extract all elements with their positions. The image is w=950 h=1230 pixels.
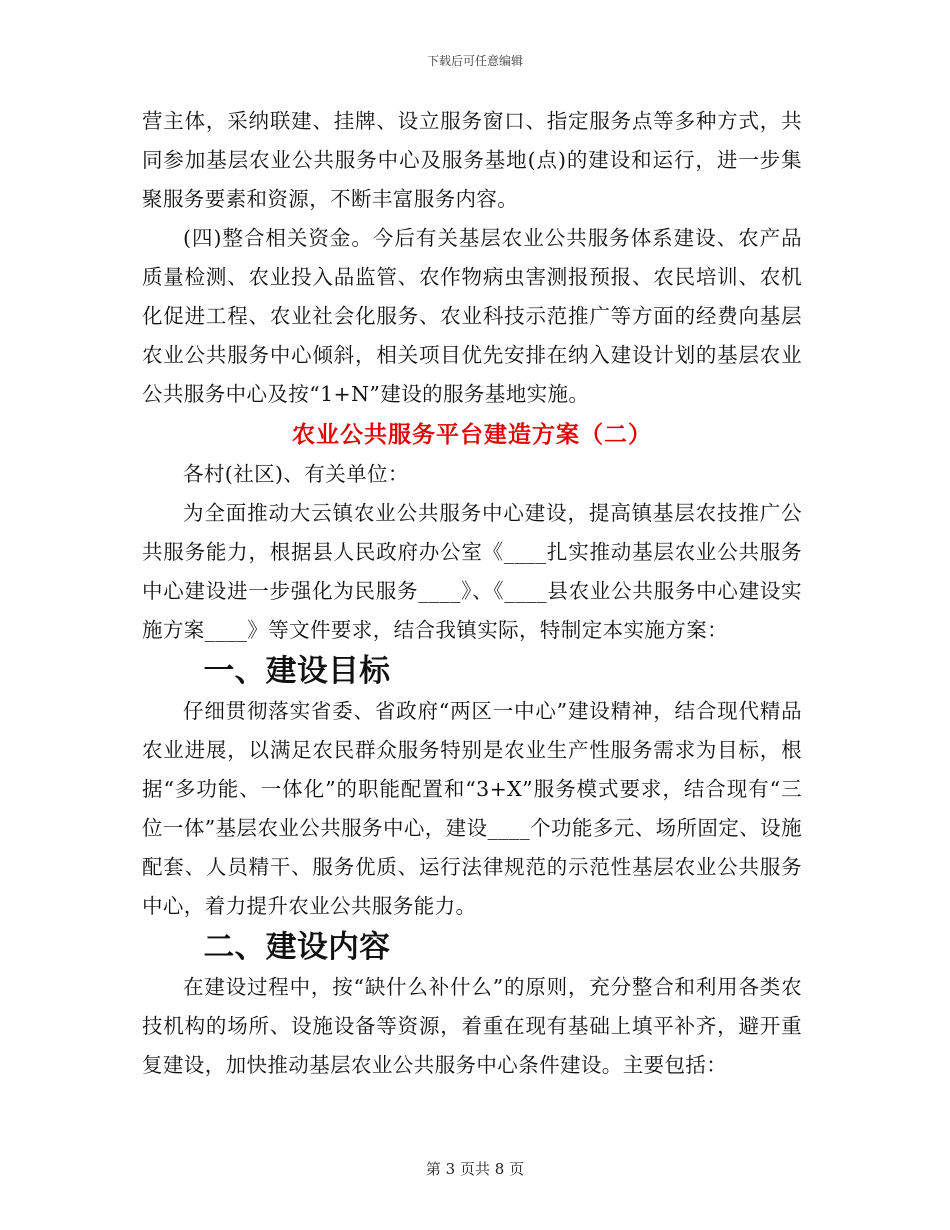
- page-header-note: 下载后可任意编辑: [426, 54, 523, 68]
- section-heading-contents: 二、建设内容: [203, 929, 391, 965]
- salutation: 各村(社区)、有关单位：: [183, 462, 409, 486]
- intro-paragraph-continued: 营主体，采纳联建、挂牌、设立服务窗口、指定服务点等多种方式，共同参加基层农业公共服务中心及服务基地(点)的建设和运行，进一步集聚服务要素和资源，不断丰富服务内容。: [142, 109, 802, 211]
- page-footer-number: 第 3 页共 8 页: [425, 1160, 525, 1178]
- document-title: 农业公共服务平台建造方案（二）: [292, 421, 652, 448]
- preamble-paragraph: 为全面推动大云镇农业公共服务中心建设，提高镇基层农技推广公共服务能力，根据县人民政府办公室《____扎实推动基层农业公共服务中心建设进一步强化为民服务____》、《____县农业公共服务中心建设实施方案____》等文件要求，结合我镇实际，特制定本实施方案：: [142, 501, 802, 642]
- section-body-contents: 在建设过程中，按“缺什么补什么”的原则，充分整合和利用各类农技机构的场所、设施设备等资源，着重在现有基础上填平补齐，避开重复建设，加快推动基层农业公共服务中心条件建设。主要包括：: [142, 975, 802, 1077]
- document-body: [142, 102, 802, 1085]
- intro-paragraph-funding: (四)整合相关资金。今后有关基层农业公共服务体系建设、农产品质量检测、农业投入品监管、农作物病虫害测报预报、农民培训、农机化促进工程、农业社会化服务、农业科技示范推广等方面的经费向基层农业公共服务中心倾斜，相关项目优先安排在纳入建设计划的基层农业公共服务中心及按“1+N”建设的服务基地实施。: [142, 226, 802, 406]
- section-heading-goals: 一、建设目标: [203, 653, 391, 689]
- section-body-goals: 仔细贯彻落实省委、省政府“两区一中心”建设精神，结合现代精品农业进展，以满足农民群众服务特别是农业生产性服务需求为目标，根据“多功能、一体化”的职能配置和“3+X”服务模式要求，结合现有“三位一体”基层农业公共服务中心，建设____个功能多元、场所固定、设施配套、人员精干、服务优质、运行法律规范的示范性基层农业公共服务中心，着力提升农业公共服务能力。: [142, 699, 802, 918]
